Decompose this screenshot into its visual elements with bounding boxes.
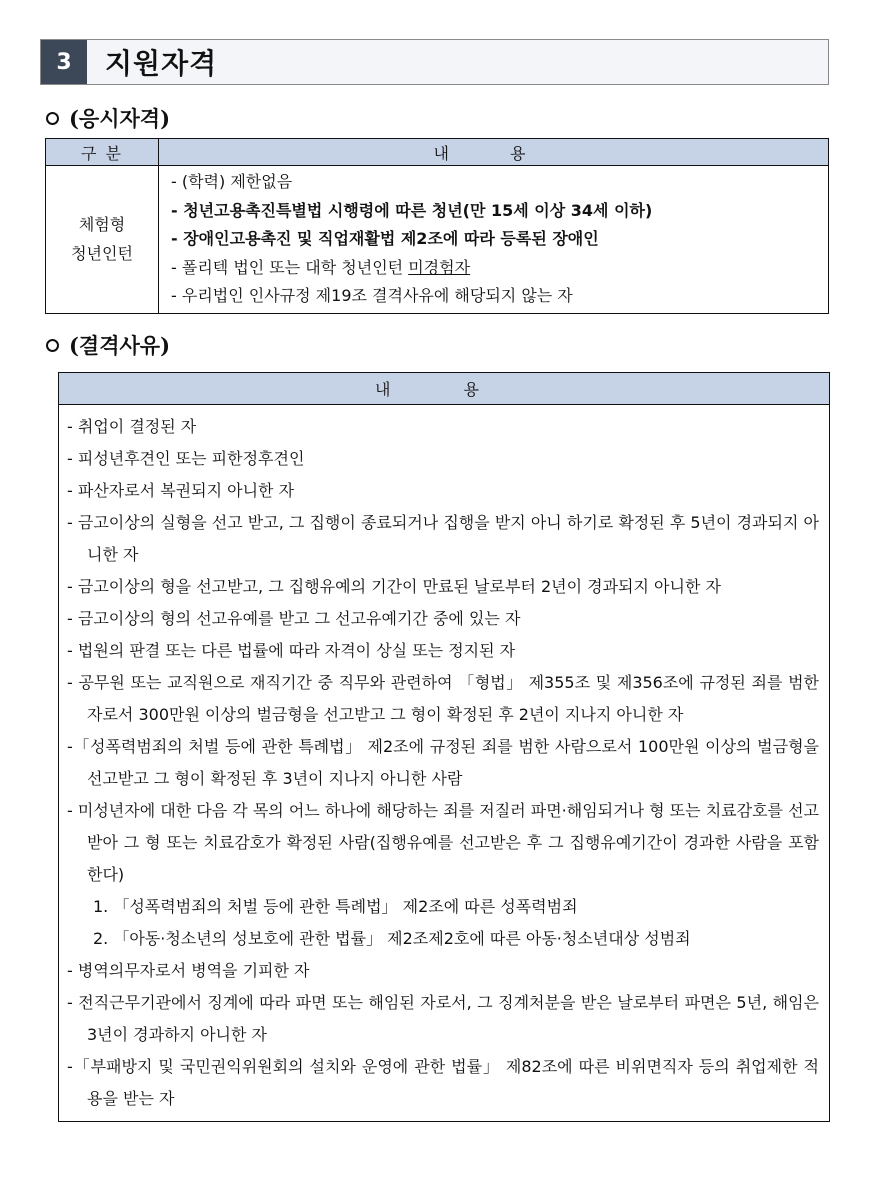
category-label-line2: 청년인턴 xyxy=(71,244,133,264)
disqualification-sub-item: 1. 「성폭력범죄의 처벌 등에 관한 특례법」 제2조에 따른 성폭력범죄 xyxy=(93,897,578,916)
disqualification-item: -「부패방지 및 국민권익위원회의 설치와 운영에 관한 법률」 제82조에 따른 비위면직자 등의 취업제한 적용을 받는 자 xyxy=(67,1057,819,1108)
circle-bullet-icon xyxy=(46,339,59,352)
disqualification-heading xyxy=(46,330,170,360)
disqualification-heading-text: (결격사유) xyxy=(69,333,171,358)
qualification-heading xyxy=(46,103,170,133)
disqualification-content-cell xyxy=(59,405,830,1122)
disqualification-item: - 법원의 판결 또는 다른 법률에 따라 자격이 상실 또는 정지된 자 xyxy=(67,641,516,660)
circle-bullet-icon xyxy=(46,112,59,125)
qualification-item xyxy=(171,254,828,283)
disqualification-item: - 금고이상의 실형을 선고 받고, 그 집행이 종료되거나 집행을 받지 아니 하기로 확정된 후 5년이 경과되지 아니한 자 xyxy=(67,513,819,564)
qualification-item: - 장애인고용촉진 및 직업재활법 제2조에 따라 등록된 장애인 xyxy=(171,229,599,249)
disqualification-item: - 병역의무자로서 병역을 기피한 자 xyxy=(67,961,310,980)
qualification-item: - 우리법인 인사규정 제19조 결격사유에 해당되지 않는 자 xyxy=(171,286,573,306)
qualification-item: - (학력) 제한없음 xyxy=(171,172,293,191)
disqualification-header: 내 용 xyxy=(59,373,830,405)
section-number: 3 xyxy=(41,40,87,84)
disqualification-item: - 전직근무기관에서 징계에 따라 파면 또는 해임된 자로서, 그 징계처분을 받은 날로부터 파면은 5년, 해임은 3년이 경과하지 아니한 자 xyxy=(67,993,819,1044)
disqualification-item: - 금고이상의 형을 선고받고, 그 집행유예의 기간이 만료된 날로부터 2년이 경과되지 아니한 자 xyxy=(67,577,721,596)
content-header: 내 용 xyxy=(159,139,829,166)
disqualification-item: - 파산자로서 복권되지 아니한 자 xyxy=(67,481,295,500)
disqualification-item: - 취업이 결정된 자 xyxy=(67,417,197,436)
disqualification-item: - 공무원 또는 교직원으로 재직기간 중 직무와 관련하여 「형법」 제355조 및 제356조에 규정된 죄를 범한 자로서 300만원 이상의 벌금형을 선고받고 그 형이 확정된 후 2년이 지나지 아니한 자 xyxy=(67,673,819,724)
disqualification-item: - 미성년자에 대한 다음 각 목의 어느 하나에 해당하는 죄를 저질러 파면·해임되거나 형 또는 치료감호를 선고받아 그 형 또는 치료감호가 확정된 사람(집행유예를 선고받은 후 그 집행유예기간이 경과한 사람을 포함한다) xyxy=(67,801,819,884)
qualification-content-cell xyxy=(159,166,829,314)
qualification-heading-text: (응시자격) xyxy=(69,106,171,131)
section-header xyxy=(40,39,829,85)
category-cell xyxy=(46,166,159,314)
category-header: 구 분 xyxy=(46,139,159,166)
disqualification-item: -「성폭력범죄의 처벌 등에 관한 특례법」 제2조에 규정된 죄를 범한 사람으로서 100만원 이상의 벌금형을 선고받고 그 형이 확정된 후 3년이 지나지 아니한 사람 xyxy=(67,737,819,788)
qualification-item-underlined: 미경험자 xyxy=(408,257,471,277)
qualification-table xyxy=(45,138,829,314)
disqualification-table xyxy=(58,372,830,1122)
disqualification-item: - 금고이상의 형의 선고유예를 받고 그 선고유예기간 중에 있는 자 xyxy=(67,609,521,628)
qualification-item: - 청년고용촉진특별법 시행령에 따른 청년(만 15세 이상 34세 이하) xyxy=(171,200,653,220)
category-label-line1: 체험형 xyxy=(78,215,126,235)
qualification-item-prefix: - 폴리텍 법인 또는 대학 청년인턴 xyxy=(171,257,409,277)
disqualification-item: - 피성년후견인 또는 피한정후견인 xyxy=(67,449,305,468)
disqualification-sub-item: 2. 「아동·청소년의 성보호에 관한 법률」 제2조제2호에 따른 아동·청소년대상 성범죄 xyxy=(93,929,691,948)
section-title: 지원자격 xyxy=(105,47,218,80)
